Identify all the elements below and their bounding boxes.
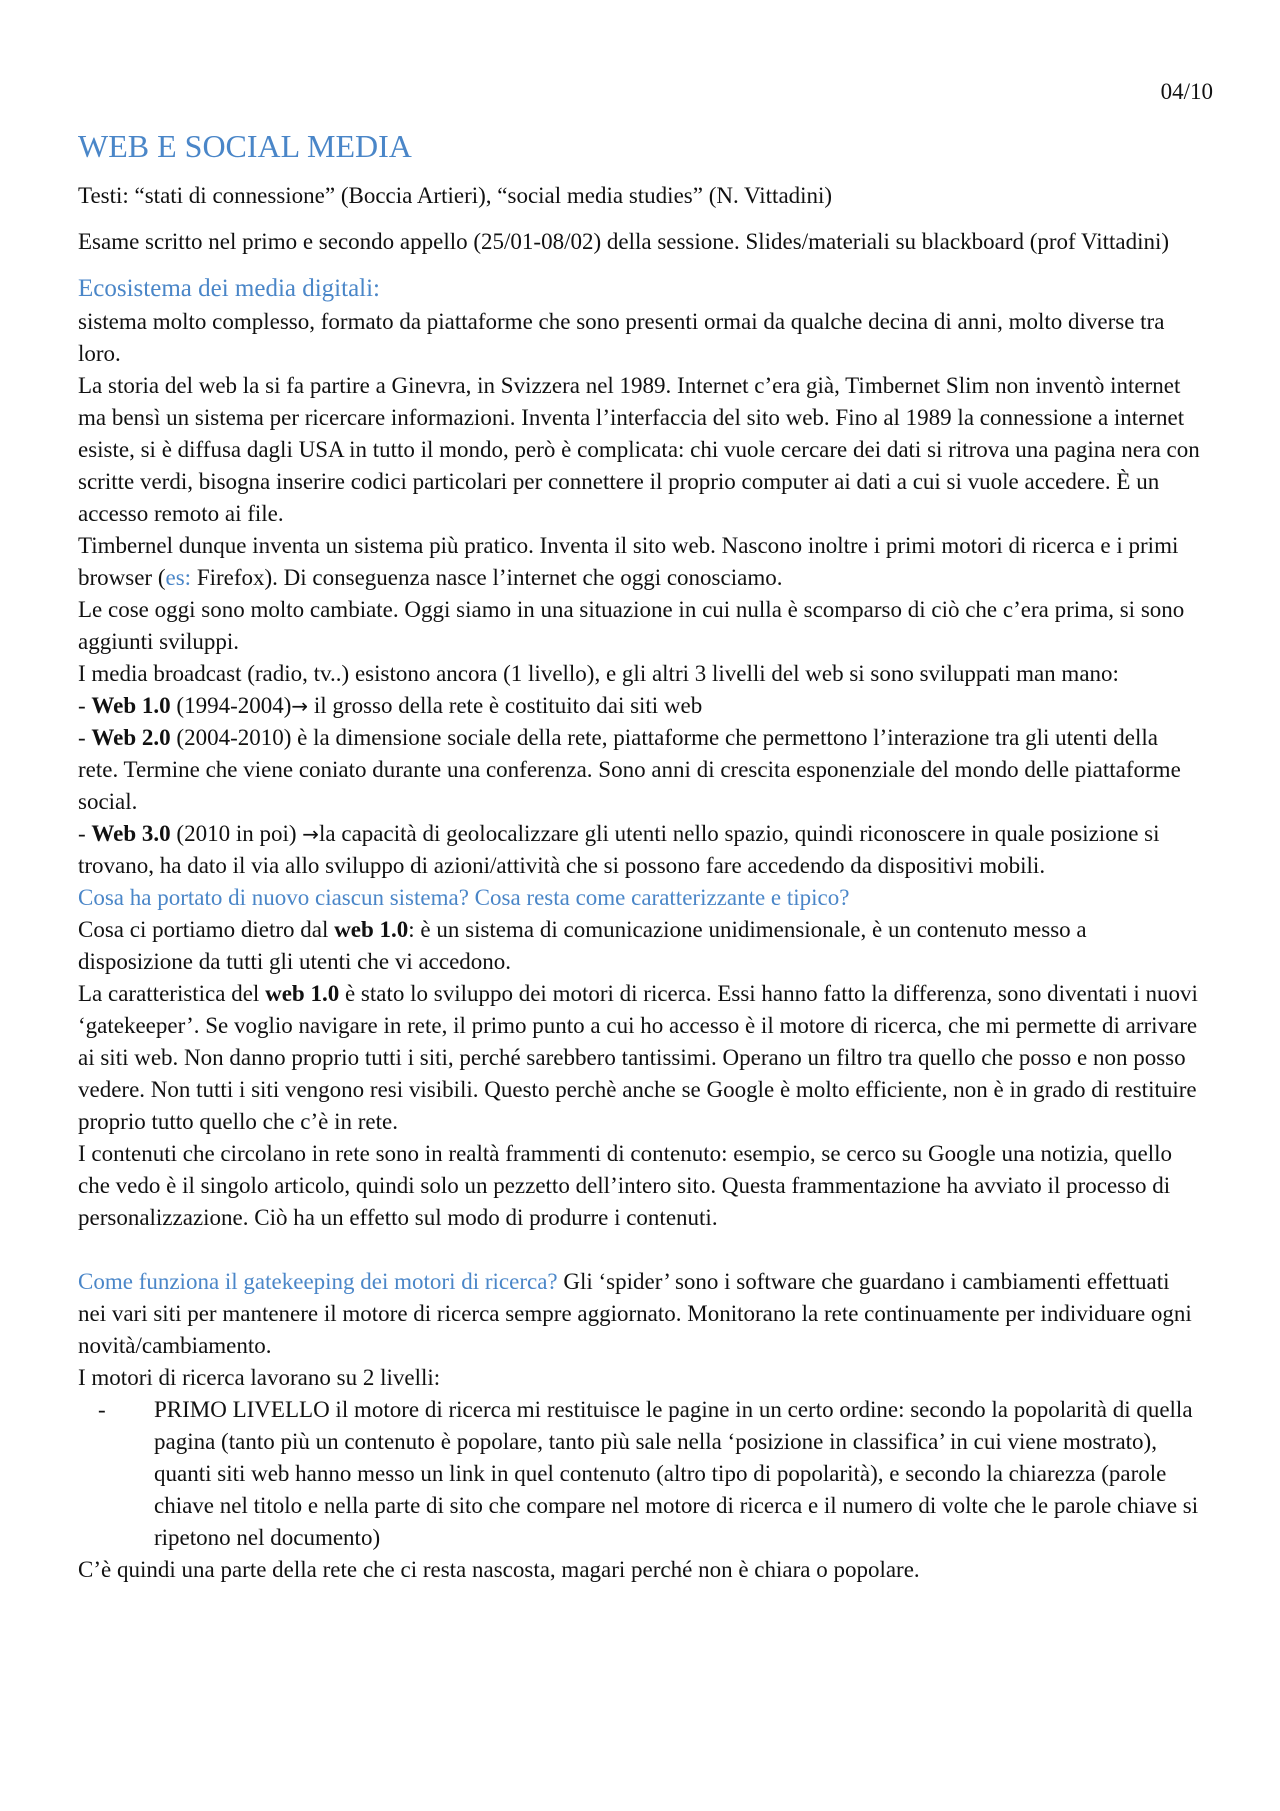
bold-term: web 1.0 [334, 917, 409, 942]
paragraph: I motori di ricerca lavorano su 2 livelli: [78, 1365, 441, 1390]
text-run: (1994-2004) [170, 693, 292, 718]
arrow-icon: → [302, 822, 320, 846]
paragraph: I contenuti che circolano in rete sono in realtà frammenti di contenuto: esempio, se cerco su Google una notizia, quello che vedo è il singolo articolo, quindi solo un pezzetto dell’intero sito. Questa frammentazione ha avviato il processo di personalizzazione. Ciò ha un effetto sul modo di produrre i contenuti. [78, 1141, 1173, 1230]
text-run: è stato lo sviluppo dei motori di ricerca. Essi hanno fatto la differenza, sono diventati i nuovi ‘gatekeeper’. Se voglio navigare in rete, il primo punto a cui ho accesso è il motore di ricerca, che mi permette di arrivare ai siti web. Non danno proprio tutti i siti, perché sarebbero tantissimi. Operano un filtro tra quello che posso e non posso vedere. Non tutti i siti vengono resi visibili. Questo perchè anche se Google è molto efficiente, non è in grado di restituire proprio tutto quello che c’è in rete. [78, 981, 1198, 1134]
list-item-text: PRIMO LIVELLO il motore di ricerca mi restituisce le pagine in un certo ordine: secondo la popolarità di quella pagina (tanto più un contenuto è popolare, tanto più sale nella ‘posizione in classifica’ in cui viene mostrato), quanti siti web hanno messo un link in quel contenuto (altro tipo di popolarità), e secondo la chiarezza (parole chiave nel titolo e nella parte di sito che compare nel motore di ricerca e il numero di volte che le parole chiave si ripetono nel documento) [154, 1397, 1199, 1550]
paragraph: sistema molto complesso, formato da piattaforme che sono presenti ormai da qualche decina di anni, molto diverse tra loro. [78, 309, 1165, 366]
text-run: Timbernel dunque inventa un sistema più pratico. Inventa il sito web. Nascono inoltre i primi motori di ricerca e i primi browser ( [78, 533, 1179, 590]
text-run: il grosso della rete è costituito dai siti web [308, 693, 703, 718]
page-date: 04/10 [1160, 79, 1213, 104]
list-item [98, 1394, 1203, 1554]
web-1-line [78, 690, 1203, 722]
web-3-label: Web 3.0 [91, 821, 171, 846]
page-content [78, 126, 1203, 1586]
web-3-line [78, 818, 1203, 882]
web-1-label: Web 1.0 [91, 693, 171, 718]
paragraph: C’è quindi una parte della rete che ci resta nascosta, magari perché non è chiara o popolare. [78, 1557, 920, 1582]
paragraph: La storia del web la si fa partire a Ginevra, in Svizzera nel 1989. Internet c’era già, Timbernet Slim non inventò internet ma bensì un sistema per ricercare informazioni. Inventa l’interfaccia del sito web. Fino al 1989 la connessione a internet esiste, si è diffusa dagli USA in tutto il mondo, però è complicata: chi vuole cercare dei dati si ritrova una pagina nera con scritte verdi, bisogna inserire codici particolari per connettere il proprio computer ai dati a cui si vuole accedere. È un accesso remoto ai file. [78, 373, 1200, 526]
dash: - [78, 725, 92, 750]
page-title: WEB E SOCIAL MEDIA [78, 128, 412, 164]
text-run: la capacità di geolocalizzare gli utenti nello spazio, quindi riconoscere in quale posizione si trovano, ha dato il via allo sviluppo di azioni/attività che si possono fare accedendo da dispositivi mobili. [78, 821, 1160, 878]
text-run: (2010 in poi) [170, 821, 303, 846]
levels-list [78, 1394, 1203, 1554]
list-bullet: - [98, 1397, 106, 1422]
arrow-icon: → [291, 694, 309, 718]
text-run: (2004-2010) è la dimensione sociale della rete, piattaforme che permettono l’interazione tra gli utenti della rete. Termine che viene coniato durante una conferenza. Sono anni di crescita esponenziale del mondo delle piattaforme social. [78, 725, 1181, 814]
paragraph [78, 914, 1203, 978]
bold-term: web 1.0 [265, 981, 340, 1006]
question-heading: Cosa ha portato di nuovo ciascun sistema? Cosa resta come caratterizzante e tipico? [78, 885, 850, 910]
text-run: Gli ‘spider’ sono i software che guardano i cambiamenti effettuati nei vari siti per mantenere il motore di ricerca sempre aggiornato. Monitorano la rete continuamente per individuare ogni novità/cambiamento. [78, 1269, 1192, 1358]
intro-texts: Testi: “stati di connessione” (Boccia Artieri), “social media studies” (N. Vittadini) [78, 183, 833, 208]
paragraph [78, 978, 1203, 1138]
dash: - [78, 693, 92, 718]
text-run: Cosa ci portiamo dietro dal [78, 917, 335, 942]
dash: - [78, 821, 92, 846]
question-heading: Come funziona il gatekeeping dei motori di ricerca? [78, 1269, 558, 1294]
highlight-text: es: [165, 565, 192, 590]
section-heading-ecosistema: Ecosistema dei media digitali: [78, 275, 381, 302]
intro-exam: Esame scritto nel primo e secondo appello (25/01-08/02) della sessione. Slides/materiali su blackboard (prof Vittadini) [78, 229, 1170, 254]
paragraph [78, 530, 1203, 594]
text-run: La caratteristica del [78, 981, 266, 1006]
spacer [78, 1234, 1203, 1266]
web-2-label: Web 2.0 [91, 725, 171, 750]
web-2-line [78, 722, 1203, 818]
text-run: : è un sistema di comunicazione unidimensionale, è un contenuto messo a disposizione da tutti gli utenti che vi accedono. [78, 917, 1087, 974]
paragraph: I media broadcast (radio, tv..) esistono ancora (1 livello), e gli altri 3 livelli del web si sono sviluppati man mano: [78, 661, 1119, 686]
text-run: Firefox). Di conseguenza nasce l’internet che oggi conosciamo. [191, 565, 783, 590]
paragraph: Le cose oggi sono molto cambiate. Oggi siamo in una situazione in cui nulla è scomparso di ciò che c’era prima, si sono aggiunti sviluppi. [78, 597, 1185, 654]
paragraph [78, 1266, 1203, 1362]
